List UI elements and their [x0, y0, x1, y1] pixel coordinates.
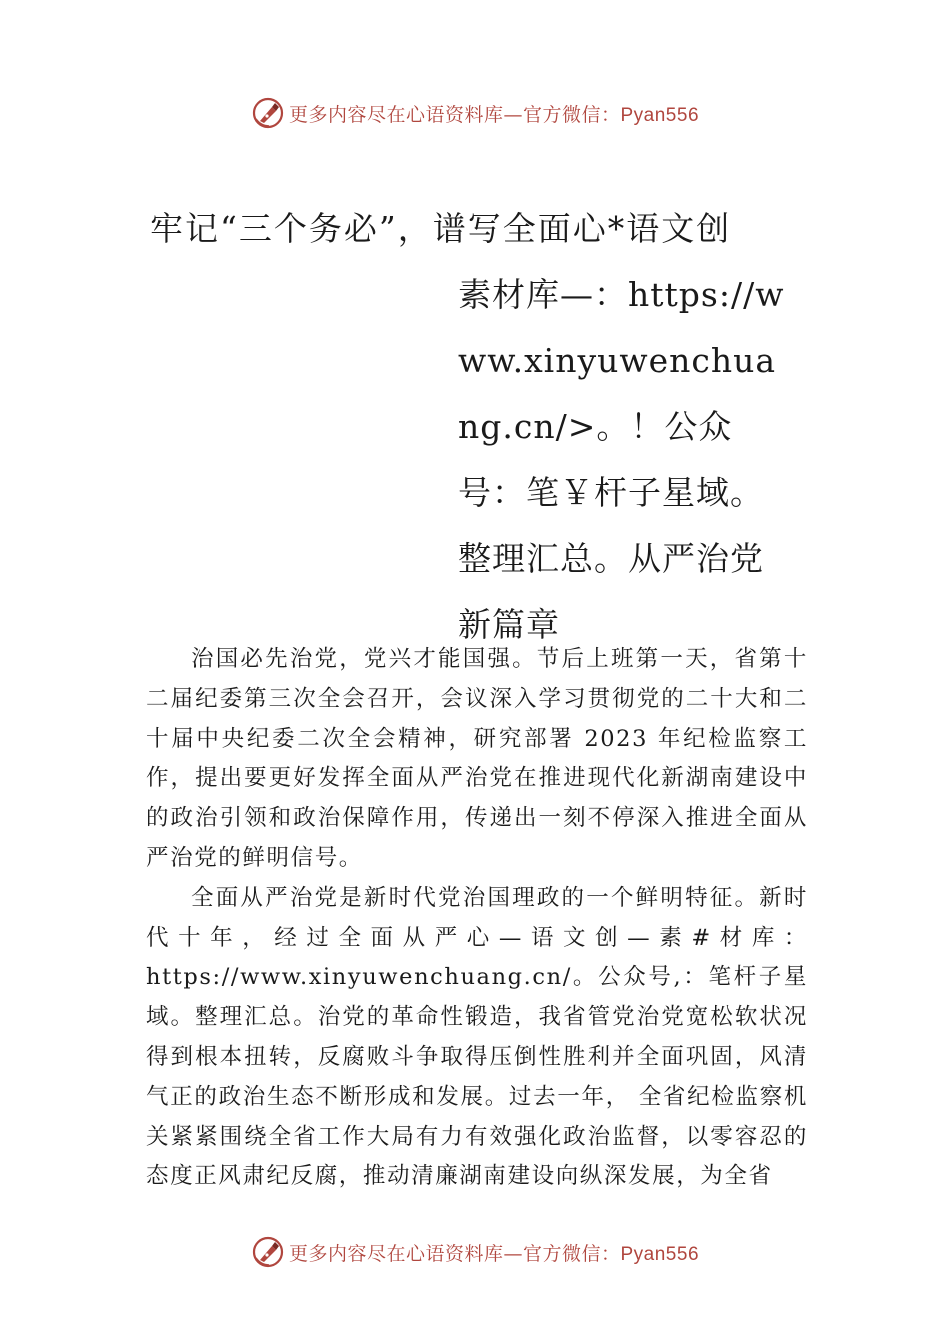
footer-brand-label: 更多内容尽在心语资料库—官方微信： — [288, 1242, 621, 1265]
title-line-1: 牢记“三个务必”，谱写全面心*语文创 — [150, 209, 732, 248]
header-brand-text — [289, 100, 699, 127]
body-paragraph-2: 全面从严治党是新时代党治国理政的一个鲜明特征。新时代十年，经过全面从严心—语文创—素#材库：https://www.xinyuwenchuang.cn/。公众号,：笔杆子星域。整理汇总。治党的革命性锻造，我省管党治党宽松软状况得到根本扭转，反腐败斗争取得压倒性胜利并全面巩固，风清气正的政治生态不断形成和发展。过去一年， 全省纪检监察机关紧紧围绕全省工作大局有力有效强化政治监督，以零容忍的态度正风肃纪反腐，推动清廉湖南建设向纵深发展，为全省 — [146, 884, 808, 1190]
document-body — [146, 640, 808, 1197]
footer-wechat-id: Pyan556 — [620, 1243, 700, 1265]
document-title — [150, 196, 790, 644]
footer-brand-text — [289, 1239, 699, 1266]
pen-nib-logo-icon — [251, 96, 285, 130]
pen-nib-logo-icon — [251, 1235, 285, 1269]
header-banner — [0, 93, 950, 133]
header-wechat-id: Pyan556 — [620, 104, 700, 126]
body-paragraph-1: 治国必先治党，党兴才能国强。节后上班第一天，省第十二届纪委第三次全会召开，会议深入学习贯彻党的二十大和二十届中央纪委二次全会精神，研究部署 2023 年纪检监察工作，提出要更好发挥全面从严治党在推进现代化新湖南建设中的政治引领和政治保障作用，传递出一刻不停深入推进全面从严治党的鲜明信号。 — [146, 646, 808, 871]
header-brand-label: 更多内容尽在心语资料库—官方微信： — [288, 103, 621, 126]
title-continuation: 素材库—：https://www.xinyuwenchuang.cn/>。！公众号：笔￥杆子星域。整理汇总。从严治党新篇章 — [458, 275, 785, 644]
footer-banner — [0, 1232, 950, 1272]
